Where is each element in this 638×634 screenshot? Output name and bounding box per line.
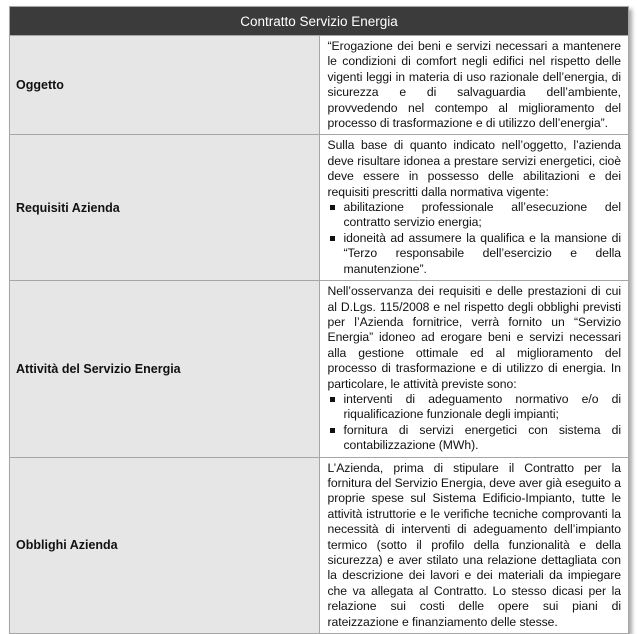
row-paragraph: Sulla base di quanto indicato nell’oggetto, l’azienda deve risultare idonea a prestare servizi energetici, cioè deve essere in possesso delle abilitazioni e dei requisiti prescritti dalla normativa vigente: bbox=[327, 138, 621, 199]
row-content bbox=[319, 36, 629, 135]
row-paragraph: “Erogazione dei beni e servizi necessari a mantenere le condizioni di comfort negli edifici nel rispetto delle vigenti leggi in materia di uso razionale dell’energia, di sicurezza e di salvaguardia dell’ambiente, provvedendo nel contempo al miglioramento del processo di trasformazione e di utilizzo dell’energia”. bbox=[327, 39, 621, 131]
list-item: interventi di adeguamento normativo e/o di riqualificazione funzionale degli impianti; bbox=[328, 392, 622, 423]
row-content bbox=[319, 457, 629, 633]
list-item: idoneità ad assumere la qualifica e la mansione di “Terzo responsabile dell’esercizio e della manutenzione”. bbox=[328, 231, 622, 277]
list-item: abilitazione professionale all’esecuzione del contratto servizio energia; bbox=[328, 200, 622, 231]
row-obblighi bbox=[10, 457, 629, 633]
bullet-list bbox=[328, 200, 622, 277]
row-label: Oggetto bbox=[10, 36, 320, 135]
header-row bbox=[10, 7, 629, 36]
row-label: Attività del Servizio Energia bbox=[10, 281, 320, 457]
table-title: Contratto Servizio Energia bbox=[10, 7, 629, 36]
row-label: Requisiti Azienda bbox=[10, 135, 320, 281]
row-oggetto bbox=[10, 36, 629, 135]
row-paragraph: L’Azienda, prima di stipulare il Contratto per la fornitura del Servizio Energia, deve aver già eseguito a proprie spese sul Sistema Edificio-Impianto, tutte le attività istruttorie e le verifiche tecniche comprovanti la necessità di interventi di adeguamento dell’impianto termico (sotto il profilo della funzionalità e della sicurezza) e aver stilato una relazione dettagliata con la descrizione dei lavori e dei materiali da impiegare che va allegata al Contratto. Lo stesso dicasi per la relazione sui costi delle opere sui piani di rateizzazione e finanziamento delle stesse. bbox=[327, 460, 621, 629]
row-paragraph: Nell’osservanza dei requisiti e delle prestazioni di cui al D.Lgs. 115/2008 e nel rispetto degli obblighi previsti per l’Azienda fornitrice, verrà fornito un “Servizio Energia” idoneo ad erogare beni e servizi necessari alla gestione ottimale ed al miglioramento del processo di trasformazione e di utilizzo di energia. In particolare, le attività previste sono: bbox=[327, 284, 621, 391]
row-content bbox=[319, 281, 629, 457]
contract-table bbox=[9, 6, 629, 634]
bullet-list bbox=[328, 392, 622, 454]
row-label: Obblighi Azienda bbox=[10, 457, 320, 633]
row-requisiti bbox=[10, 135, 629, 281]
row-attivita bbox=[10, 281, 629, 457]
list-item: fornitura di servizi energetici con sistema di contabilizzazione (MWh). bbox=[328, 423, 622, 454]
row-content bbox=[319, 135, 629, 281]
